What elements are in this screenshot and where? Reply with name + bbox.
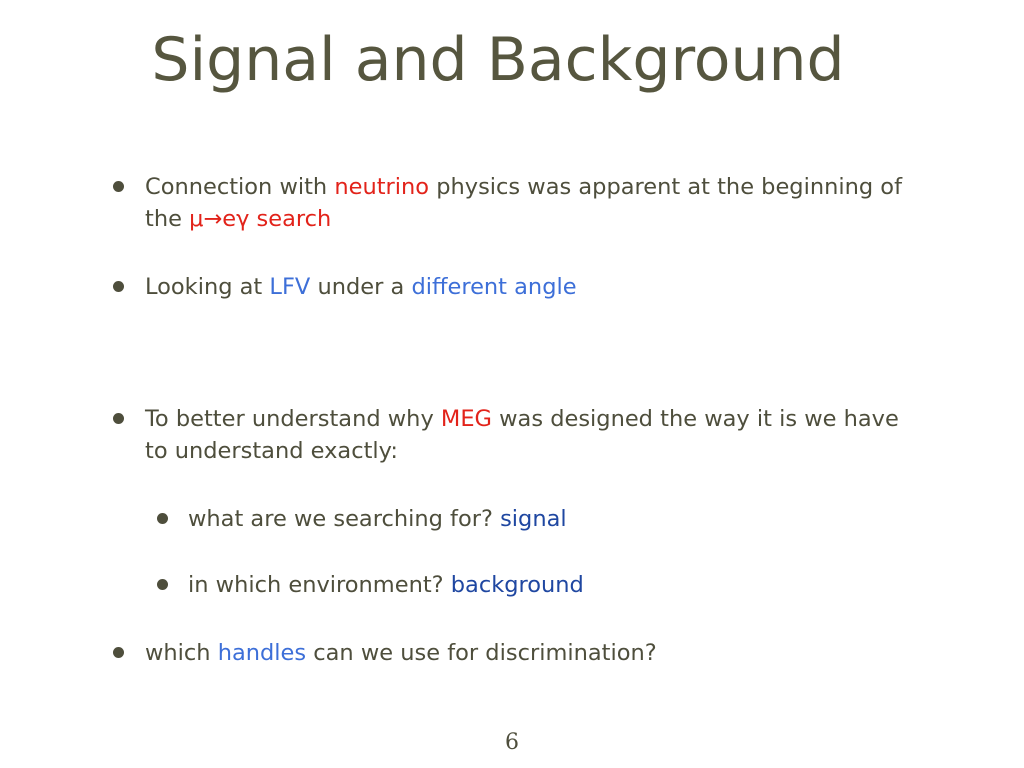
page-number: 6 [505, 730, 519, 755]
sub-bullet-background [188, 569, 584, 601]
sub-bullet-dot [157, 579, 168, 590]
bullet-text: under a [310, 274, 412, 300]
highlight-background: background [450, 572, 584, 598]
bullet-neutrino-connection [145, 171, 902, 203]
bullet-text: can we use for discrimination? [306, 640, 657, 666]
bullet-neutrino-connection-line2 [145, 203, 331, 235]
slide-title: Signal and Background [151, 25, 845, 95]
bullet-text: which [145, 640, 218, 666]
sub-bullet-dot [157, 513, 168, 524]
bullet-text: to understand exactly: [145, 438, 398, 464]
highlight-lfv: LFV [269, 274, 311, 300]
bullet-text: in which environment? [188, 572, 451, 598]
bullet-text: what are we searching for? [188, 506, 501, 532]
highlight-mu-e-gamma-search: μ→eγ search [189, 206, 332, 232]
highlight-handles: handles [217, 640, 307, 666]
highlight-meg: MEG [440, 406, 492, 432]
bullet-meg-design-line2 [145, 435, 398, 467]
sub-bullet-signal [188, 503, 567, 535]
bullet-text: Looking at [145, 274, 270, 300]
bullet-dot [113, 413, 124, 424]
bullet-text: Connection with [145, 174, 335, 200]
bullet-dot [113, 647, 124, 658]
bullet-text: physics was apparent at the beginning of [429, 174, 902, 200]
highlight-different-angle: different angle [411, 274, 577, 300]
bullet-text: To better understand why [145, 406, 441, 432]
bullet-text: was designed the way it is we have [491, 406, 899, 432]
bullet-dot [113, 281, 124, 292]
highlight-neutrino: neutrino [334, 174, 430, 200]
bullet-handles [145, 637, 657, 669]
bullet-lfv-angle [145, 271, 577, 303]
highlight-signal: signal [500, 506, 567, 532]
bullet-meg-design [145, 403, 899, 435]
bullet-text: the [145, 206, 190, 232]
bullet-dot [113, 181, 124, 192]
